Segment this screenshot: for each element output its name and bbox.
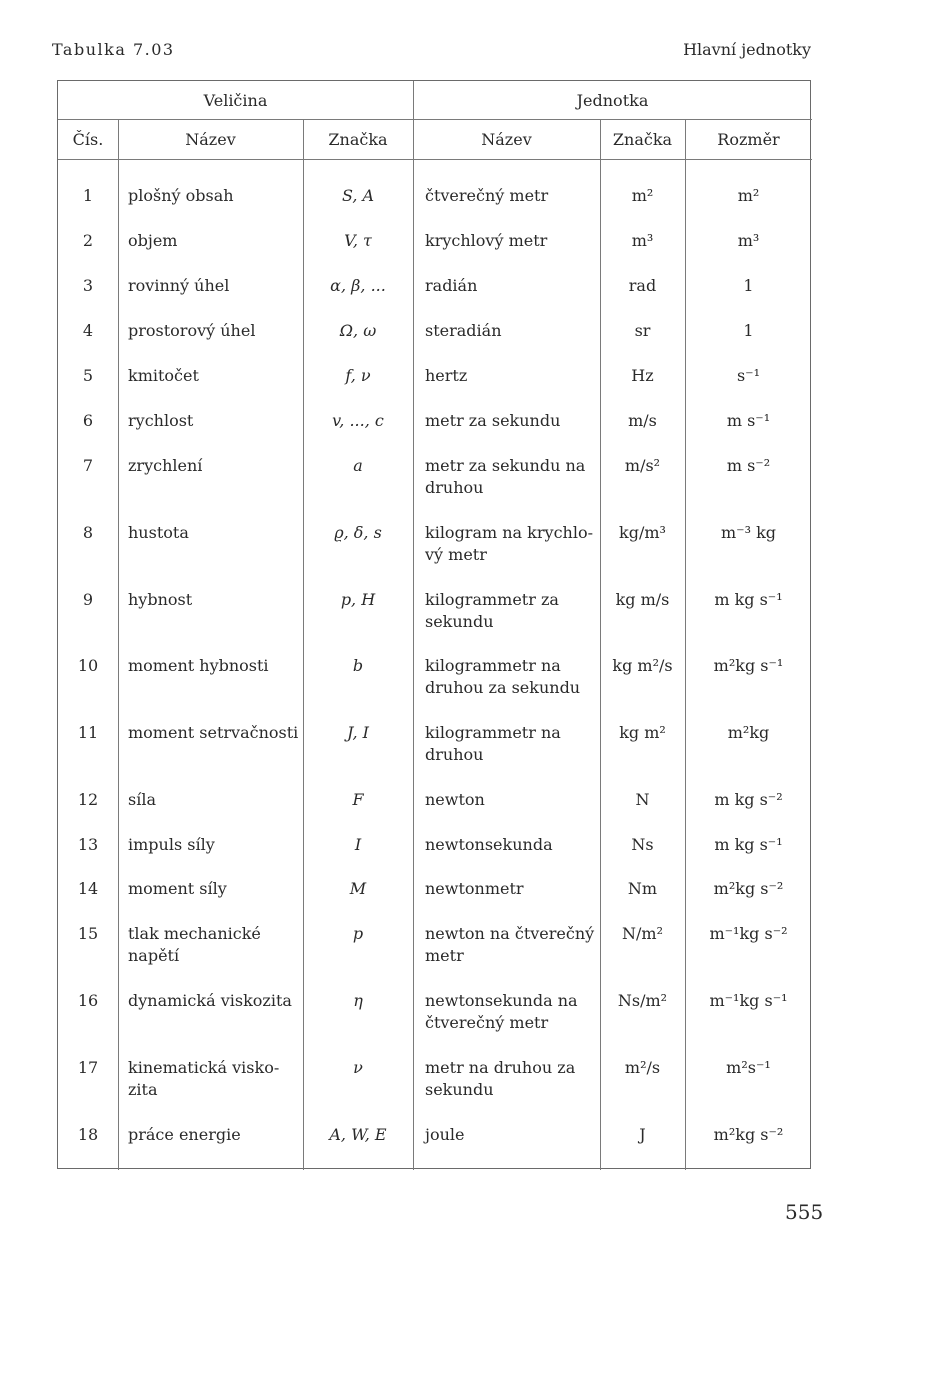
unit-symbol: m² [631, 186, 654, 205]
quantity-name: zrychlení [128, 456, 203, 475]
unit-name: metr za sekundu [425, 411, 561, 430]
unit-dimension: m⁻¹kg s⁻¹ [709, 991, 788, 1010]
quantity-symbol: F [352, 790, 364, 809]
unit-name: newtonmetr [425, 879, 524, 898]
quantity-name: kmitočet [128, 366, 199, 385]
row-number: 12 [77, 790, 99, 809]
unit-symbol: kg/m³ [619, 523, 666, 542]
unit-symbol: m²/s [624, 1058, 661, 1077]
col-header-unit-symbol: Značka [612, 130, 673, 149]
row-number: 2 [82, 231, 94, 250]
quantity-name: hybnost [128, 590, 193, 609]
quantity-name: kinematická visko-zita [128, 1058, 280, 1099]
unit-name: metr za sekundu na druhou [425, 456, 586, 497]
unit-dimension: m²s⁻¹ [726, 1058, 771, 1077]
quantity-name: moment síly [128, 879, 227, 898]
quantity-symbol: V, τ [344, 231, 372, 250]
quantity-name: moment setrvačnosti [128, 723, 299, 742]
row-number: 14 [77, 879, 99, 898]
row-number: 1 [82, 186, 94, 205]
quantity-symbol: v, ..., c [332, 411, 384, 430]
row-number: 13 [77, 835, 99, 854]
unit-name: krychlový metr [425, 231, 548, 250]
unit-symbol: kg m/s [615, 590, 670, 609]
unit-dimension: m²kg s⁻² [713, 879, 784, 898]
unit-dimension: s⁻¹ [736, 366, 761, 385]
quantity-symbol: p [352, 924, 364, 943]
unit-name: newtonsekunda na čtverečný metr [425, 991, 578, 1032]
quantity-symbol: M [349, 879, 367, 898]
unit-dimension: 1 [743, 321, 754, 340]
unit-dimension: m kg s⁻¹ [714, 835, 783, 854]
col-header-unit-name: Název [481, 130, 532, 149]
quantity-symbol: f, ν [345, 366, 371, 385]
quantity-symbol: J, I [347, 723, 369, 742]
unit-name: hertz [425, 366, 468, 385]
row-number: 3 [82, 276, 94, 295]
row-number: 9 [82, 590, 94, 609]
col-header-dimension: Rozměr [717, 130, 780, 149]
col-header-name: Název [185, 130, 236, 149]
col-header-num: Čís. [72, 130, 104, 149]
quantity-name: tlak mechanické napětí [128, 924, 261, 965]
unit-symbol: kg m²/s [612, 656, 673, 675]
unit-dimension: m kg s⁻¹ [714, 590, 783, 609]
row-number: 11 [77, 723, 99, 742]
quantity-name: síla [128, 790, 156, 809]
quantity-symbol: ϱ, δ, s [334, 523, 382, 542]
unit-dimension: m² [737, 186, 760, 205]
section-title: Hlavní jednotky [683, 40, 811, 59]
quantity-symbol: ν [353, 1058, 363, 1077]
unit-symbol: N/m² [622, 924, 663, 943]
unit-dimension: m kg s⁻² [714, 790, 783, 809]
unit-symbol: m/s [628, 411, 657, 430]
unit-symbol: N [635, 790, 650, 809]
quantity-name: impuls síly [128, 835, 215, 854]
units-table [57, 80, 811, 1169]
unit-name: kilogram na krychlo-vý metr [425, 523, 593, 564]
unit-name: kilogrammetr na druhou [425, 723, 561, 764]
unit-symbol: rad [628, 276, 657, 295]
quantity-symbol: A, W, E [329, 1125, 387, 1144]
unit-name: kilogrammetr na druhou za sekundu [425, 656, 581, 697]
group-header-unit: Jednotka [576, 91, 649, 110]
quantity-symbol: α, β, ... [330, 276, 386, 295]
unit-symbol: J [639, 1125, 646, 1144]
row-number: 10 [77, 656, 99, 675]
quantity-symbol: I [354, 835, 362, 854]
table-label: Tabulka 7.03 [52, 40, 175, 59]
quantity-name: práce energie [128, 1125, 241, 1144]
row-number: 18 [77, 1125, 99, 1144]
unit-dimension: m²kg s⁻² [713, 1125, 784, 1144]
unit-name: radián [425, 276, 478, 295]
unit-name: newtonsekunda [425, 835, 553, 854]
unit-dimension: m²kg [727, 723, 770, 742]
row-number: 4 [82, 321, 94, 340]
quantity-name: rychlost [128, 411, 194, 430]
unit-name: čtverečný metr [425, 186, 549, 205]
unit-name: kilogrammetr za sekundu [425, 590, 559, 631]
unit-dimension: m²kg s⁻¹ [713, 656, 784, 675]
quantity-name: moment hybnosti [128, 656, 269, 675]
unit-symbol: sr [634, 321, 651, 340]
row-number: 6 [82, 411, 94, 430]
quantity-name: rovinný úhel [128, 276, 230, 295]
unit-name: joule [425, 1125, 465, 1144]
row-number: 7 [82, 456, 94, 475]
quantity-symbol: S, A [341, 186, 375, 205]
unit-symbol: Hz [631, 366, 654, 385]
row-number: 17 [77, 1058, 99, 1077]
row-number: 5 [82, 366, 94, 385]
page-number: 555 [785, 1200, 824, 1224]
unit-name: metr na druhou za sekundu [425, 1058, 576, 1099]
quantity-symbol: Ω, ω [339, 321, 377, 340]
group-header-quantity: Veličina [203, 91, 268, 110]
quantity-name: dynamická viskozita [128, 991, 292, 1010]
unit-dimension: m s⁻² [726, 456, 771, 475]
unit-dimension: m³ [737, 231, 760, 250]
unit-dimension: m⁻³ kg [720, 523, 777, 542]
unit-symbol: Nm [627, 879, 658, 898]
unit-symbol: Ns/m² [617, 991, 668, 1010]
row-number: 15 [77, 924, 99, 943]
quantity-symbol: b [352, 656, 364, 675]
unit-name: steradián [425, 321, 502, 340]
quantity-name: plošný obsah [128, 186, 234, 205]
quantity-name: hustota [128, 523, 189, 542]
unit-dimension: 1 [743, 276, 754, 295]
quantity-name: prostorový úhel [128, 321, 256, 340]
row-number: 8 [82, 523, 94, 542]
unit-name: newton na čtverečný metr [425, 924, 595, 965]
quantity-symbol: η [353, 991, 363, 1010]
unit-dimension: m⁻¹kg s⁻² [709, 924, 788, 943]
unit-name: newton [425, 790, 485, 809]
unit-symbol: Ns [631, 835, 654, 854]
unit-symbol: m³ [631, 231, 654, 250]
col-header-symbol: Značka [328, 130, 388, 149]
unit-symbol: kg m² [619, 723, 666, 742]
unit-dimension: m s⁻¹ [726, 411, 771, 430]
quantity-symbol: a [353, 456, 363, 475]
quantity-name: objem [128, 231, 178, 250]
unit-symbol: m/s² [624, 456, 661, 475]
quantity-symbol: p, H [340, 590, 376, 609]
row-number: 16 [77, 991, 99, 1010]
